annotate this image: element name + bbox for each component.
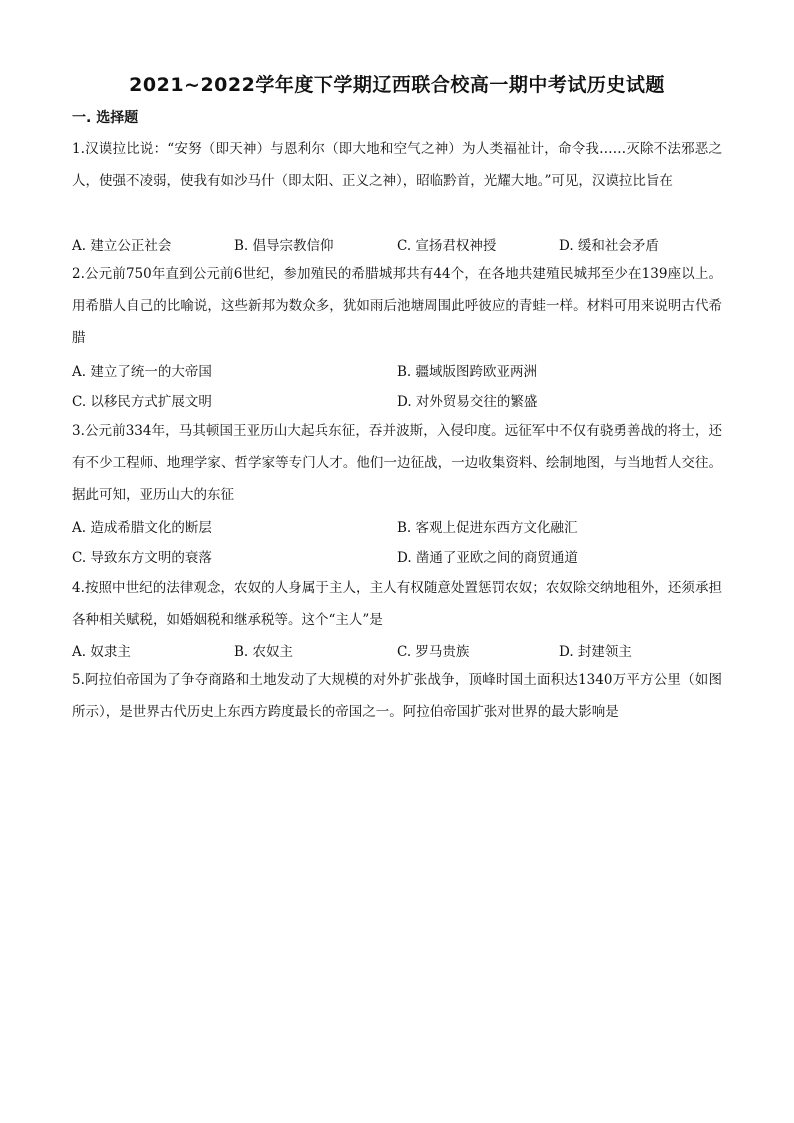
question-number: 3.: [72, 423, 85, 439]
question-number: 4.: [72, 580, 85, 596]
option-d[interactable]: D. 对外贸易交往的繁盛: [397, 394, 538, 410]
option-b[interactable]: B. 倡导宗教信仰: [234, 238, 334, 254]
option-a[interactable]: A. 奴隶主: [72, 644, 131, 660]
page-title: 2021~2022学年度下学期辽西联合校高一期中考试历史试题: [129, 74, 665, 96]
question-stem: 按照中世纪的法律观念，农奴的人身属于主人，主人有权随意处置惩罚农奴；农奴除交纳地租外，还须承担各种相关赋税，如婚姻税和继承税等。这个“主人”是: [72, 580, 722, 628]
option-a[interactable]: A. 建立公正社会: [72, 238, 172, 254]
option-b[interactable]: B. 客观上促进东西方文化融汇: [397, 520, 578, 536]
question-number: 2.: [72, 266, 85, 282]
option-b[interactable]: B. 疆域版图跨欧亚两洲: [397, 364, 538, 380]
question-stem: 阿拉伯帝国为了争夺商路和土地发动了大规模的对外扩张战争，顶峰时国土面积达1340万平方公里（如图所示），是世界古代历史上东西方跨度最长的帝国之一。阿拉伯帝国扩张对世界的最大影响是: [72, 672, 722, 720]
option-c[interactable]: C. 宣扬君权神授: [397, 238, 497, 254]
option-d[interactable]: D. 缓和社会矛盾: [559, 238, 659, 254]
question-5: [72, 664, 722, 728]
option-d[interactable]: D. 凿通了亚欧之间的商贸通道: [397, 550, 578, 566]
question-number: 5.: [72, 672, 85, 688]
option-c[interactable]: C. 导致东方文明的衰落: [72, 550, 212, 566]
option-c[interactable]: C. 罗马贵族: [397, 644, 470, 660]
question-stem: 汉谟拉比说：“安努（即天神）与恩利尔（即大地和空气之神）为人类福祉计，命令我……灭除不法邪恶之人，使强不凌弱，使我有如沙马什（即太阳、正义之神），昭临黔首，光耀大地。”可见，汉谟拉比旨在: [72, 141, 722, 189]
question-4: [72, 572, 722, 636]
question-1: [72, 133, 722, 197]
question-stem: 公元前334年，马其顿国王亚历山大起兵东征，吞并波斯，入侵印度。远征军中不仅有骁勇善战的将士，还有不少工程师、地理学家、哲学家等专门人才。他们一边征战，一边收集资料、绘制地图，与当地哲人交往。据此可知，亚历山大的东征: [72, 423, 722, 503]
question-number: 1.: [72, 141, 85, 157]
option-a[interactable]: A. 建立了统一的大帝国: [72, 364, 212, 380]
question-2: [72, 258, 722, 354]
option-b[interactable]: B. 农奴主: [234, 644, 294, 660]
option-c[interactable]: C. 以移民方式扩展文明: [72, 394, 212, 410]
question-3: [72, 415, 722, 511]
question-stem: 公元前750年直到公元前6世纪，参加殖民的希腊城邦共有44个，在各地共建殖民城邦至少在139座以上。用希腊人自己的比喻说，这些新邦为数众多，犹如雨后池塘周围此呼彼应的青蛙一样。材料可用来说明古代希腊: [72, 266, 722, 346]
section-heading: 一. 选择题: [72, 110, 139, 126]
option-a[interactable]: A. 造成希腊文化的断层: [72, 520, 212, 536]
option-d[interactable]: D. 封建领主: [559, 644, 632, 660]
